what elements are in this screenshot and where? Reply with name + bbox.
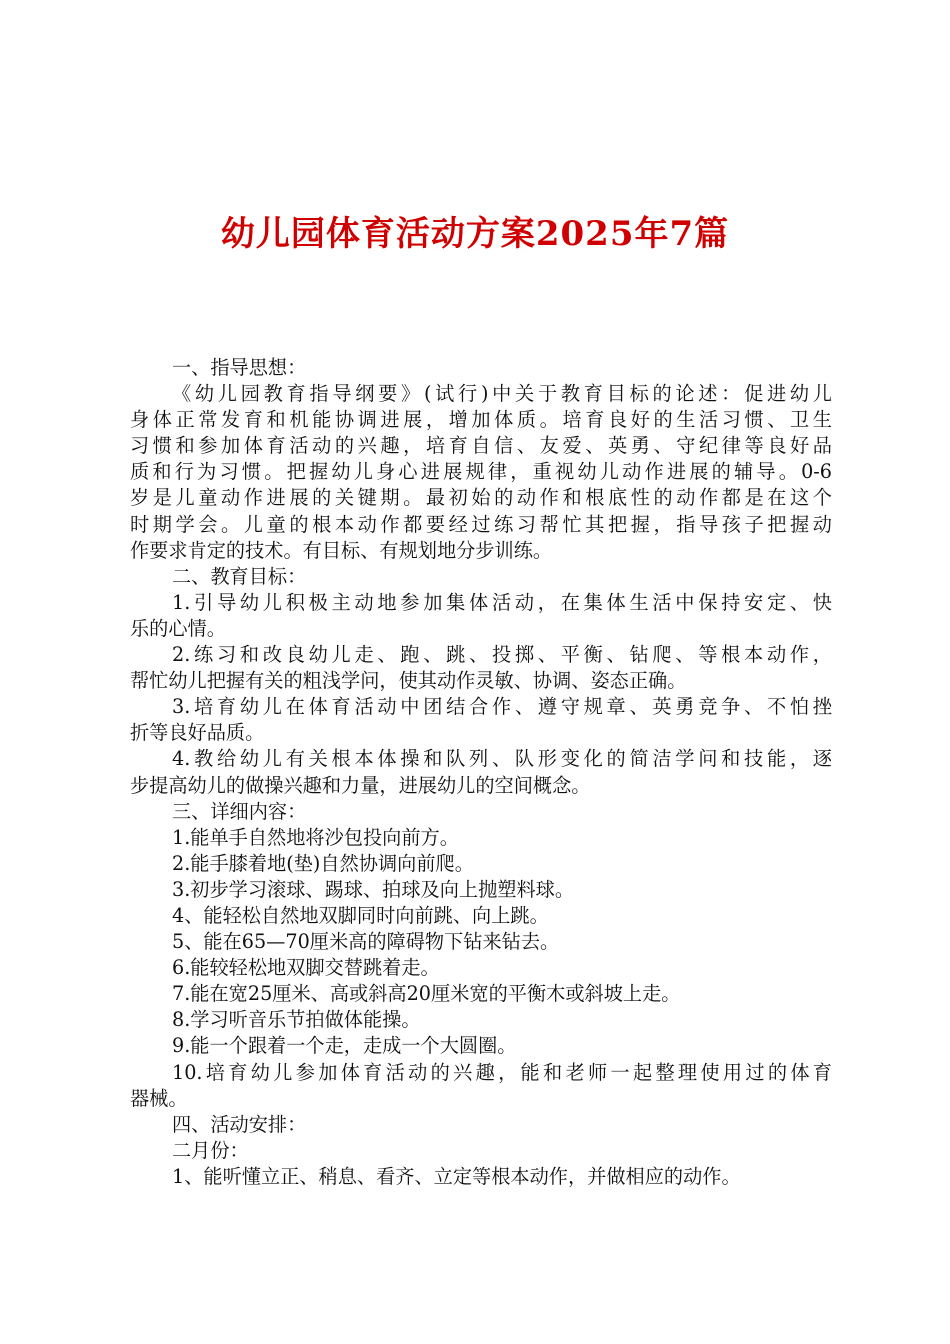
list-item-line: 帮忙幼儿把握有关的粗浅学问，使其动作灵敏、协调、姿态正确。 (130, 669, 687, 693)
section-heading: 二、教育目标： (172, 564, 307, 588)
section-heading: 四、活动安排： (172, 1112, 307, 1136)
list-item-line: 9.能一个跟着一个走，走成一个大圆圈。 (172, 1034, 517, 1058)
list-item-line: 4.教给幼儿有关根本体操和队列、队形变化的简洁学问和技能，逐 (172, 747, 832, 771)
list-item-line: 1.引导幼儿积极主动地参加集体活动，在集体生活中保持安定、快 (172, 590, 832, 614)
paragraph-line: 时期学会。儿童的根本动作都要经过练习帮忙其把握，指导孩子把握动 (130, 512, 832, 536)
list-item-line: 4、能轻松自然地双脚同时向前跳、向上跳。 (172, 903, 549, 927)
list-item-line: 步提高幼儿的做操兴趣和力量，进展幼儿的空间概念。 (130, 773, 591, 797)
list-item-line: 1、能听懂立正、稍息、看齐、立定等根本动作，并做相应的动作。 (172, 1164, 741, 1188)
list-item-line: 3.初步学习滚球、踢球、拍球及向上抛塑料球。 (172, 877, 575, 901)
list-item-line: 5、能在65—70厘米高的障碍物下钻来钻去。 (172, 930, 560, 954)
list-item-line: 折等良好品质。 (130, 721, 265, 745)
paragraph-line: 习惯和参加体育活动的兴趣，培育自信、友爱、英勇、守纪律等良好品 (130, 434, 832, 458)
list-item-line: 1.能单手自然地将沙包投向前方。 (172, 825, 459, 849)
paragraph-line: 岁是儿童动作进展的关键期。最初始的动作和根底性的动作都是在这个 (130, 486, 832, 510)
list-item-line: 2.能手膝着地(垫)自然协调向前爬。 (172, 851, 474, 875)
subsection-heading: 二月份： (172, 1138, 249, 1162)
paragraph-line: 身体正常发育和机能协调进展，增加体质。培育良好的生活习惯、卫生 (130, 408, 832, 432)
section-heading: 一、指导思想： (172, 356, 307, 379)
list-item-line: 10.培育幼儿参加体育活动的兴趣，能和老师一起整理使用过的体育 (172, 1060, 832, 1084)
list-item-line: 2.练习和改良幼儿走、跑、跳、投掷、平衡、钻爬、等根本动作， (172, 643, 832, 667)
paragraph-line: 质和行为习惯。把握幼儿身心进展规律，重视幼儿动作进展的辅导。0-6 (130, 460, 832, 484)
paragraph-line: 作要求肯定的技术。有目标、有规划地分步训练。 (130, 538, 553, 562)
document-title: 幼儿园体育活动方案2025年7篇 (220, 214, 730, 254)
list-item-line: 器械。 (130, 1086, 188, 1110)
paragraph-line: 《幼儿园教育指导纲要》(试行)中关于教育目标的论述：促进幼儿 (172, 382, 832, 406)
list-item-line: 8.学习听音乐节拍做体能操。 (172, 1008, 421, 1032)
document-body (130, 355, 832, 1190)
list-item-line: 6.能较轻松地双脚交替跳着走。 (172, 956, 440, 980)
list-item-line: 3.培育幼儿在体育活动中团结合作、遵守规章、英勇竞争、不怕挫 (172, 695, 832, 719)
section-heading: 三、详细内容： (172, 799, 307, 823)
list-item-line: 7.能在宽25厘米、高或斜高20厘米宽的平衡木或斜坡上走。 (172, 982, 681, 1006)
list-item-line: 乐的心情。 (130, 616, 226, 640)
